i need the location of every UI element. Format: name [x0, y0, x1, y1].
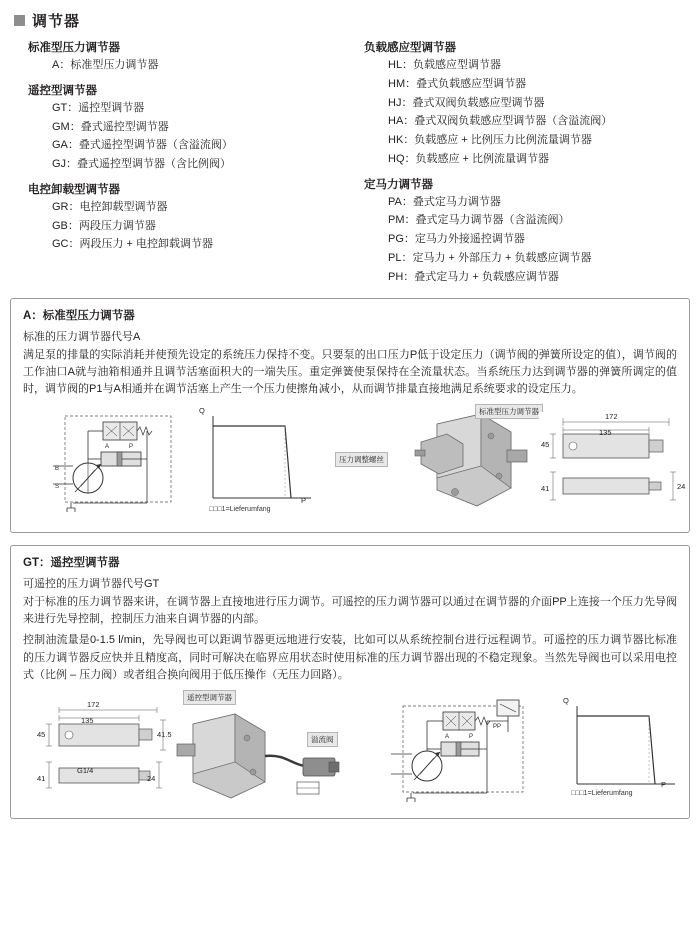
group-heading: 负载感应型调节器 — [364, 42, 456, 54]
svg-text:B: B — [55, 466, 60, 473]
group-item: GA：叠式遥控型调节器（含溢流阀） — [52, 139, 233, 152]
group-item: GM：叠式遥控型调节器 — [52, 120, 169, 133]
section-heading: GT：遥控型调节器 — [23, 557, 120, 570]
dimension-drawing-gt — [33, 699, 173, 806]
svg-text:P: P — [129, 444, 134, 451]
dimension-172-label: 172 — [605, 412, 618, 422]
figure-legend: □□□1=Lieferumfang — [571, 789, 633, 797]
group-item: GT：遥控型调节器 — [52, 101, 145, 114]
page-title-text: 调节器 — [32, 13, 81, 30]
group-heading: 标准型压力调节器 — [28, 42, 120, 54]
svg-text:P: P — [469, 733, 474, 740]
dimension-135-label: 135 — [599, 428, 612, 438]
figure-legend: □□□1=Lieferumfang — [209, 506, 271, 514]
group-item: GC：两段压力 + 电控卸载调节器 — [52, 238, 214, 251]
group-item: PL：定马力 + 外部压力 + 负载感应调节器 — [388, 251, 592, 264]
dimension-41-label: 41 — [37, 773, 46, 783]
pump-photo-a — [403, 406, 531, 520]
section-standard-pressure-regulator — [10, 298, 690, 533]
svg-text:PP: PP — [493, 723, 502, 730]
section-paragraph-2: 控制油流量是0-1.5 l/min，先导阀也可以距调节器更远地进行安装，比如可以从系统控制台进行远程调节。可遥控的压力调节器比标准的压力调节器反应快并且精度高，同时可解决在临界应用状态时使用标准的压力调节器出现的不稳定现象。当然先导阀也可以采用电控式（比例 – 压力阀）或者组合换向阀用于低压操作（无压力回路）。 — [23, 634, 677, 681]
svg-text:A: A — [105, 444, 110, 451]
section-remote-control-regulator — [10, 545, 690, 818]
dimension-41-5-label: 41.5 — [157, 729, 172, 739]
group-heading: 遥控型调节器 — [28, 84, 97, 97]
q-axis-label: Q — [563, 695, 569, 705]
svg-text:A: A — [445, 733, 450, 740]
group-item: GR：电控卸载型调节器 — [52, 200, 168, 213]
group-item: HL：负载感应型调节器 — [388, 59, 502, 71]
group-item: HQ：负载感应 + 比例流量调节器 — [388, 152, 550, 165]
group-item: PM：叠式定马力调节器（含溢流阀） — [388, 214, 570, 227]
section-heading: A：标准型压力调节器 — [23, 310, 135, 323]
group-item: HJ：叠式双阀负载感应型调节器 — [388, 96, 545, 109]
svg-text:S: S — [55, 484, 60, 491]
hydraulic-schematic-a — [43, 408, 193, 520]
section-subtitle: 标准的压力调节器代号A — [23, 331, 141, 344]
dimension-172-label: 172 — [87, 699, 100, 709]
regulator-type-summary — [0, 35, 700, 289]
section-subtitle: 可遥控的压力调节器代号GT — [23, 578, 160, 591]
group-item: HA：叠式双阀负载感应型调节器（含溢流阀） — [388, 115, 613, 128]
q-axis-label: Q — [199, 406, 205, 416]
group-item: HM：叠式负载感应型调节器 — [388, 77, 527, 90]
summary-left-column — [14, 37, 350, 289]
regulator-name-label: 标准型压力调节器 — [475, 404, 543, 419]
dimension-135-label: 135 — [81, 715, 94, 725]
figure-group-gt — [23, 690, 677, 810]
regulator-name-label: 遥控型调节器 — [183, 690, 236, 705]
relief-valve-label: 溢流阀 — [307, 732, 338, 747]
group-item: A：标准型压力调节器 — [52, 59, 159, 71]
dimension-41-label: 41 — [541, 484, 550, 494]
section-paragraph: 满足泵的排量的实际消耗并使预先设定的系统压力保持不变。只要泵的出口压力P低于设定压力（调节阀的弹簧所设定的值），调节阀的工作油口A就与油箱相通并且调节活塞面积大的一端失压。重定弹簧使泵保持在全流量状态。当系统压力达到调节器的弹簧所调定的值时，调节阀的P1与A相通并在调节活塞上产生一个压力使擦角减小，从而调节排量直接地满足系统要求的设定压力。 — [23, 349, 677, 396]
summary-right-column — [350, 37, 686, 289]
thread-g14-label: G1/4 — [77, 765, 94, 775]
p-axis-label: P — [661, 779, 667, 789]
hydraulic-schematic-gt — [381, 696, 551, 808]
group-item: HK：负载感应 + 比例压力比例流量调节器 — [388, 134, 592, 146]
p-axis-label: P — [301, 496, 307, 506]
dimension-45-label: 45 — [37, 729, 46, 739]
pressure-adjust-screw-label: 压力调整螺丝 — [335, 452, 388, 467]
group-heading: 定马力调节器 — [364, 178, 433, 191]
dimension-45-label: 45 — [541, 440, 550, 450]
group-item: GB：两段压力调节器 — [52, 219, 156, 232]
title-square-icon — [14, 15, 25, 26]
section-paragraph-1: 对于标准的压力调节器来讲，在调节器上直接地进行压力调节。可遥控的压力调节器可以通过在调节器的介面PP上连接一个压力先导阀来进行先导控制，控制压力油来自调节器的内部。 — [23, 596, 677, 626]
pump-photo-gt — [173, 700, 363, 806]
dimension-24-label: 24 — [147, 773, 156, 783]
dimension-24-label: 24 — [677, 482, 686, 492]
page-title — [0, 0, 700, 35]
figure-group-a — [23, 404, 686, 524]
group-item: PA：叠式定马力调节器 — [388, 195, 501, 208]
dimension-drawing-a — [539, 412, 689, 516]
group-heading: 电控卸载型调节器 — [28, 183, 120, 196]
group-item: PH：叠式定马力 + 负载感应调节器 — [388, 270, 559, 283]
group-item: PG：定马力外接遥控调节器 — [388, 233, 525, 245]
group-item: GJ：叠式遥控型调节器（含比例阀） — [52, 158, 232, 170]
